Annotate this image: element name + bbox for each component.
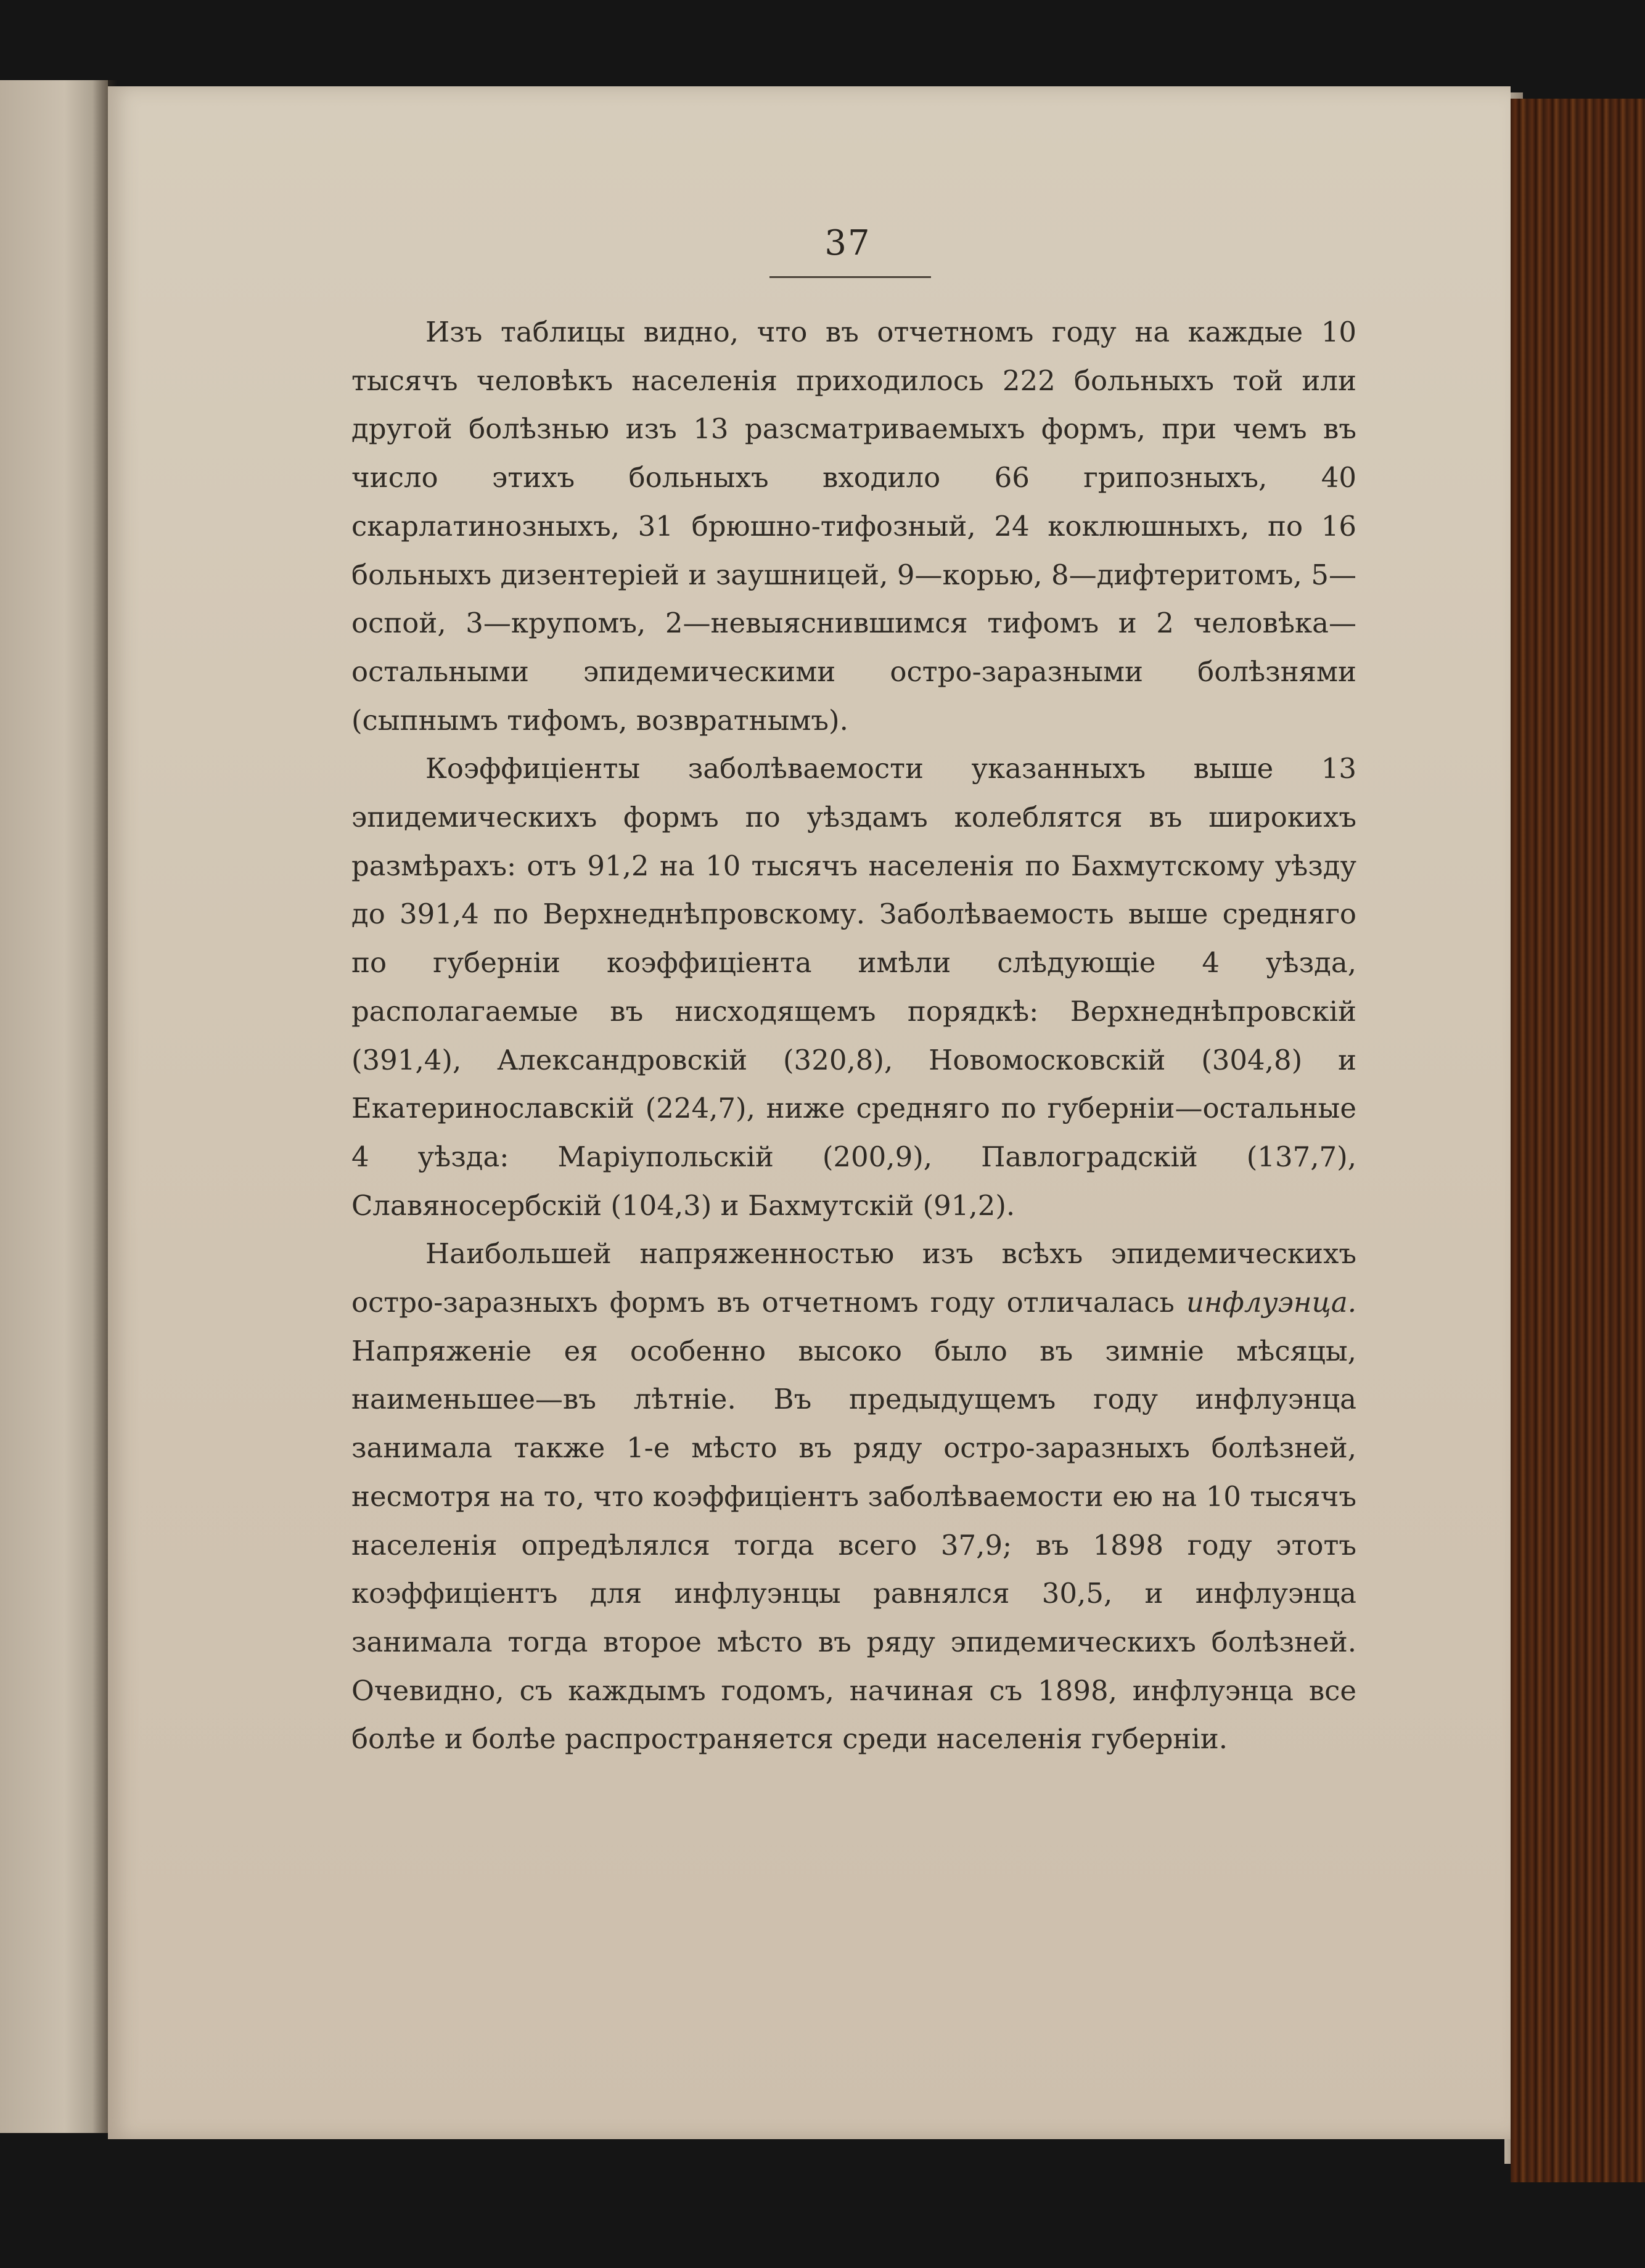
paragraph-3-after: Напряженіе ея особенно высоко было въ зимніе мѣсяцы, наименьшее—въ лѣтніе. Въ предыдущемъ году инфлуэнца занимала также 1-е мѣсто въ ряду остро-заразныхъ болѣзней, несмотря на то, что коэффиціентъ заболѣваемости ею на 10 тысячъ населенія опредѣлялся тогда всего 37,9; въ 1898 году этотъ коэффиціентъ для инфлуэнцы равнялся 30,5, и инфлуэнца занимала тогда второе мѣсто въ ряду эпидемическихъ болѣзней. Очевидно, съ каждымъ годомъ, начиная съ 1898, инфлуэнца все болѣе и болѣе распространяется среди населенія губерніи. bbox=[351, 1334, 1356, 1756]
page-number: 37 bbox=[824, 223, 871, 263]
facing-page-edge bbox=[0, 80, 108, 2133]
paragraph-3-before: Наибольшей напряженностью изъ всѣхъ эпидемическихъ остро-заразныхъ формъ въ отчетномъ году отличалась bbox=[351, 1237, 1356, 1319]
paragraph-3 bbox=[351, 1230, 1356, 1764]
book-binding bbox=[1511, 99, 1645, 2182]
page-number-rule bbox=[769, 276, 931, 278]
body-text bbox=[351, 308, 1356, 1764]
paragraph-3-emphasis: инфлуэнца. bbox=[1186, 1286, 1356, 1319]
paragraph-1: Изъ таблицы видно, что въ отчетномъ году на каждые 10 тысячъ человѣкъ населенія приходилось 222 больныхъ той или другой болѣзнью изъ 13 разсматриваемыхъ формъ, при чемъ въ число этихъ больныхъ входило 66 грипозныхъ, 40 скарлатинозныхъ, 31 брюшно-тифозный, 24 коклюшныхъ, по 16 больныхъ дизентеріей и заушницей, 9—корью, 8—дифтеритомъ, 5—оспой, 3—крупомъ, 2—невыяснившимся тифомъ и 2 человѣка—остальными эпидемическими остро-заразными болѣзнями (сыпнымъ тифомъ, возвратнымъ). bbox=[351, 316, 1356, 737]
paragraph-2: Коэффиціенты заболѣваемости указанныхъ выше 13 эпидемическихъ формъ по уѣздамъ колеблятся въ широкихъ размѣрахъ: отъ 91,2 на 10 тысячъ населенія по Бахмутскому уѣзду до 391,4 по Верхнеднѣпровскому. Заболѣваемость выше средняго по губерніи коэффиціента имѣли слѣдующіе 4 уѣзда, располагаемые въ нисходящемъ порядкѣ: Верхнеднѣпровскій (391,4), Александровскій (320,8), Новомосковскій (304,8) и Екатеринославскій (224,7), ниже средняго по губерніи—остальные 4 уѣзда: Маріупольскій (200,9), Павлоградскій (137,7), Славяносербскій (104,3) и Бахмутскій (91,2). bbox=[351, 752, 1356, 1222]
